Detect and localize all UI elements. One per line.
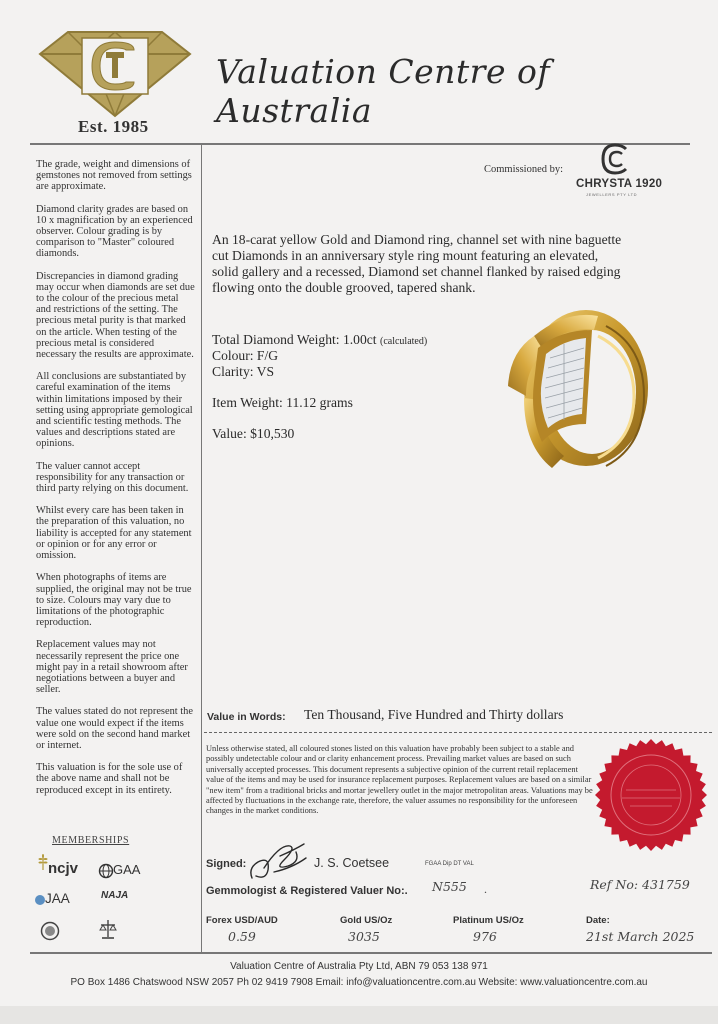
value-in-words-text: Ten Thousand, Five Hundred and Thirty dollars (304, 707, 564, 722)
gaa-logo: GAA (113, 862, 141, 877)
diamond-clarity: Clarity: VS (212, 364, 275, 379)
forex-label: Forex USD/AUD (206, 915, 278, 926)
footer-company: Valuation Centre of Australia Pty Ltd, ABN 79 053 138 971 (230, 961, 488, 972)
condition-paragraph: Replacement values may not necessarily represent the price one might pay in a retail showroom after negotiations between a buyer and seller. (36, 639, 188, 696)
chrysta-subtitle: JEWELLERS PTY LTD (586, 192, 638, 197)
platinum-value: 976 (473, 929, 497, 944)
memberships-title: MEMBERSHIPS (52, 835, 130, 846)
condition-paragraph: This valuation is for the sole use of the above name and shall not be reproduced except in its entirety. (36, 762, 183, 796)
total-diamond-weight (212, 332, 427, 348)
signed-label: Signed: (206, 858, 247, 870)
page-bottom-edge (0, 1006, 718, 1024)
footer-contact: PO Box 1486 Chatswood NSW 2057 Ph 02 9419 7908 Email: info@valuationcentre.com.au Website: www.valuationcentre.com.au (70, 977, 648, 988)
gold-label: Gold US/Oz (340, 915, 393, 926)
condition-paragraph: When photographs of items are supplied, the original may not be true to size. Colours may vary due to limitations of the photographic reproduction. (36, 572, 192, 629)
item-description: An 18-carat yellow Gold and Diamond ring, channel set with nine baguette cut Diamonds in an anniversary style ring mount featuring an elevated, solid gallery and a recessed, Diamond set channel flanked by raised edging flowing onto the double grooved, tapered shank. (212, 232, 622, 295)
total-weight-value: 1.00ct (342, 332, 377, 347)
reference-number: Ref No: 431759 (590, 877, 690, 892)
ring-photo (494, 296, 654, 476)
valuer-number-trailing: . (484, 882, 487, 896)
condition-paragraph: All conclusions are substantiated by careful examination of the items within limitations imposed by their setting using appropriate gemological and scientific testing methods. The values and descriptions stated are opinions. (36, 371, 193, 450)
chrysta-brand: CHRYSTA 1920 (576, 178, 663, 190)
gaa-globe-icon (98, 863, 114, 879)
commissioned-label: Commissioned by: (484, 164, 564, 175)
disclaimer-text: Unless otherwise stated, all coloured stones listed on this valuation have probably been subject to a stable and possibly undetectable colour and or clarity enhancement process. Prevailing market values are based on such universally accepted processes. This document represents a subjective opinion of the current retail replacement value of the items and may be used for insurance replacement purposes. Replacement values are based on a similar "new item" from a traditional bricks and mortar jewellery outlet in the major metropolitan areas. Valuations may be affected by fluctuations in the exchange rate, therefore, the valuer assumes no responsibility for the unforeseen changes in the market conditions. (206, 744, 593, 816)
total-weight-label: Total Diamond Weight: (212, 332, 343, 347)
condition-paragraph: Discrepancies in diamond grading may occur when diamonds are set due to the colour of the precious metal and restrictions of the setting. The precious metal purity is that marked on the article. When testing of the precious metal is considered necessary the results are approximate. (36, 270, 195, 361)
footer-divider (30, 952, 712, 954)
membership-badge-icon (40, 921, 60, 941)
header-divider (30, 143, 690, 145)
condition-paragraph: The valuer cannot accept responsibility for any transaction or third party relying on this document. (36, 460, 189, 495)
naja-logo: NAJA (101, 890, 129, 901)
dashed-divider (204, 732, 712, 733)
forex-value: 0.59 (228, 929, 256, 944)
platinum-label: Platinum US/Oz (453, 915, 524, 926)
date-label: Date: (586, 915, 610, 926)
valuer-number: N555 (432, 879, 467, 894)
ncjv-logo: ncjv (48, 860, 79, 877)
red-wax-seal (594, 738, 708, 852)
condition-paragraph: The grade, weight and dimensions of gemstones not removed from settings are approximate. (36, 159, 192, 193)
scales-icon (98, 918, 118, 940)
condition-paragraph: Diamond clarity grades are based on 10 x magnification by an experienced observer. Colour grading is by comparison to "Master" coloured diamonds. (36, 203, 193, 260)
sidebar-conditions (36, 159, 196, 807)
valuer-role-label: Gemmologist & Registered Valuer No:. (206, 885, 408, 897)
jaa-logo: JAA (45, 891, 70, 906)
established-year: Est. 1985 (78, 117, 149, 136)
chrysta-logo-mark (600, 143, 634, 175)
column-divider (201, 145, 202, 953)
company-title: Valuation Centre of Australia (216, 52, 551, 130)
value-in-words-label: Value in Words: (207, 711, 286, 723)
diamond-colour: Colour: F/G (212, 348, 279, 363)
vca-diamond-logo (38, 28, 192, 118)
gold-value: 3035 (348, 929, 380, 944)
date-value: 21st March 2025 (586, 929, 695, 944)
item-weight: Item Weight: 11.12 grams (212, 395, 353, 410)
handwritten-signature (244, 838, 314, 884)
condition-paragraph: The values stated do not represent the value one would expect if the items were sold on the second hand market or internet. (36, 706, 193, 751)
signer-credentials: FGAA Dip DT VAL (425, 861, 474, 867)
condition-paragraph: Whilst every care has been taken in the preparation of this valuation, no liability is accepted for any statement or opinion or for any error or omission. (36, 505, 192, 562)
total-weight-note: (calculated) (380, 336, 428, 347)
item-value: Value: $10,530 (212, 426, 295, 441)
signer-name: J. S. Coetsee (314, 856, 390, 870)
